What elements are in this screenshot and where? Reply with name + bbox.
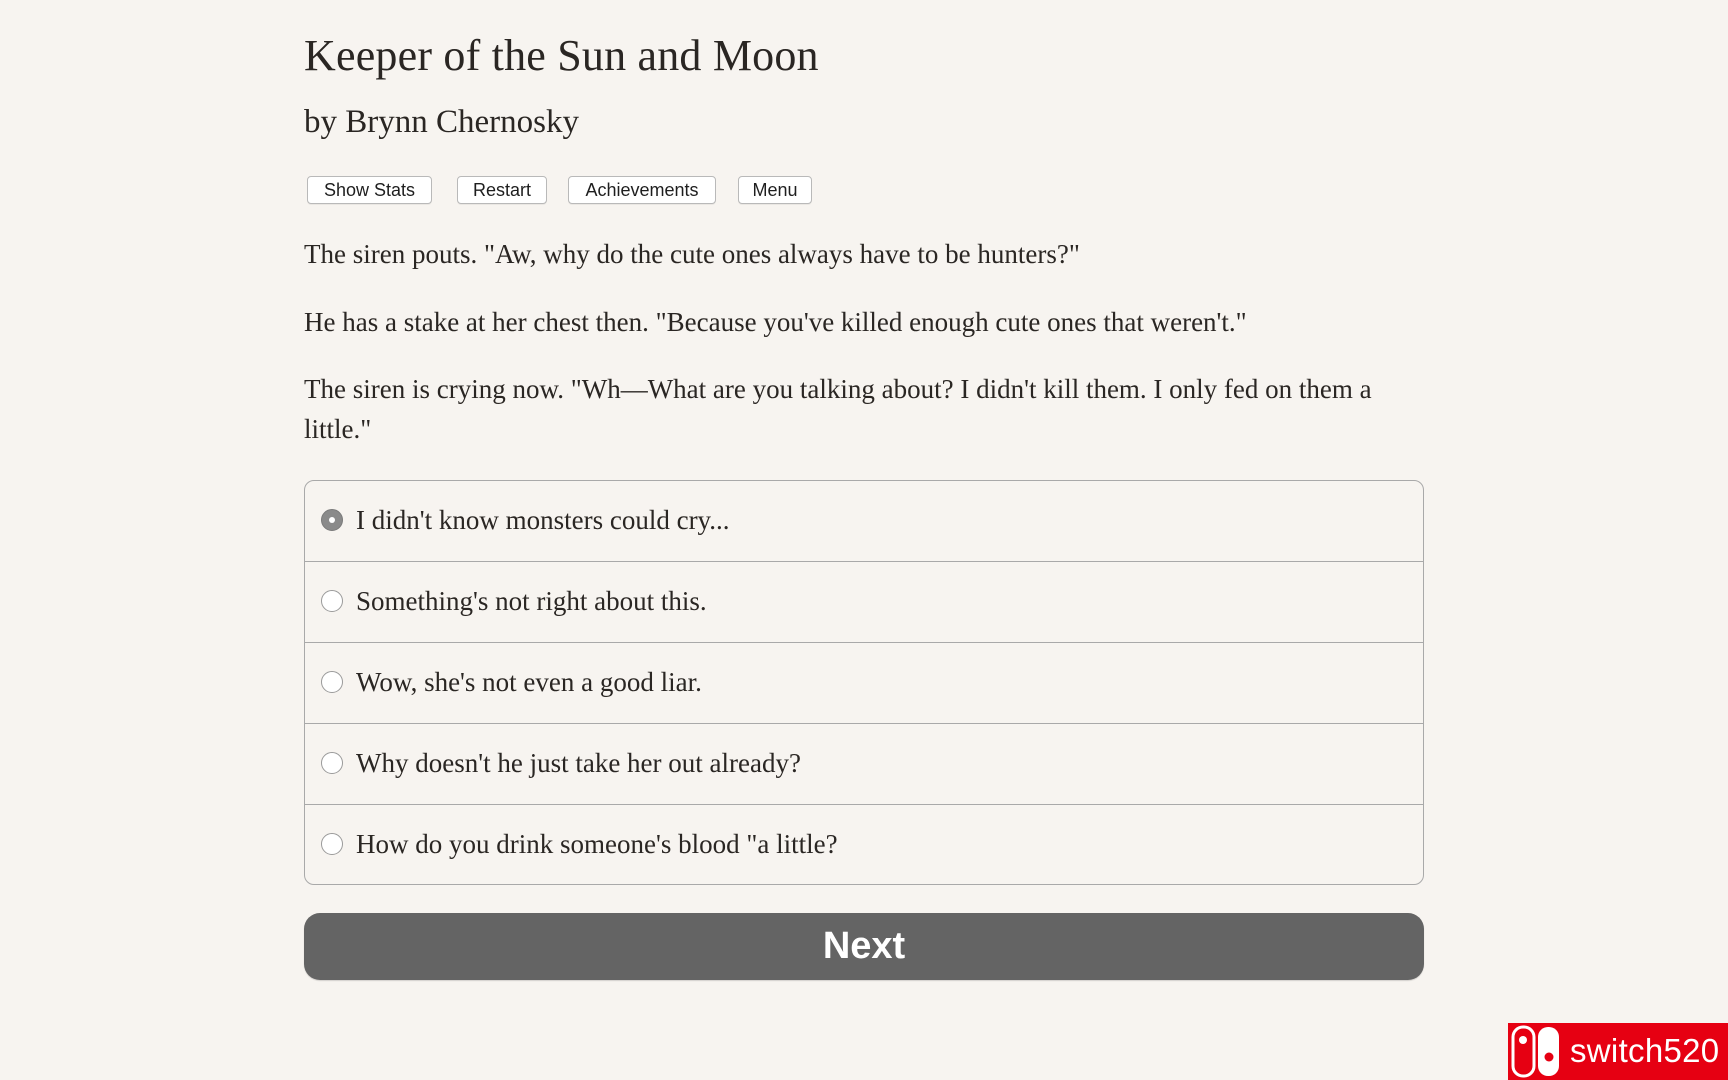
choice-option-4[interactable] [305, 724, 1423, 805]
story-paragraph: The siren is crying now. "Wh—What are you talking about? I didn't kill them. I only fed on them a little." [304, 374, 1372, 444]
achievements-button[interactable]: Achievements [568, 176, 716, 204]
choice-option-2[interactable] [305, 562, 1423, 643]
story-paragraph: He has a stake at her chest then. "Because you've killed enough cute ones that weren't." [304, 307, 1247, 337]
choice-option-5[interactable] [305, 805, 1423, 885]
choice-list [304, 480, 1424, 885]
story-paragraph: The siren pouts. "Aw, why do the cute ones always have to be hunters?" [304, 239, 1080, 269]
choice-label: Wow, she's not even a good liar. [356, 667, 702, 697]
radio-icon[interactable] [321, 590, 343, 612]
watermark-text: switch520 [1570, 1032, 1720, 1069]
choice-label: How do you drink someone's blood "a little? [356, 829, 838, 859]
next-button[interactable]: Next [304, 913, 1424, 980]
choice-label: Something's not right about this. [356, 586, 707, 616]
choice-label: I didn't know monsters could cry... [356, 505, 730, 535]
game-author: by Brynn Chernosky [304, 104, 579, 140]
radio-selected-icon[interactable] [321, 509, 343, 531]
radio-icon[interactable] [321, 671, 343, 693]
watermark-badge [1508, 1023, 1728, 1080]
choice-option-3[interactable] [305, 643, 1423, 724]
radio-icon[interactable] [321, 752, 343, 774]
switch-console-icon [1511, 1025, 1563, 1078]
game-title: Keeper of the Sun and Moon [304, 31, 819, 80]
restart-button[interactable]: Restart [457, 176, 547, 204]
choice-option-1[interactable] [305, 481, 1423, 562]
show-stats-button[interactable]: Show Stats [307, 176, 432, 204]
choice-label: Why doesn't he just take her out already? [356, 748, 801, 778]
menu-button[interactable]: Menu [738, 176, 812, 204]
radio-icon[interactable] [321, 833, 343, 855]
